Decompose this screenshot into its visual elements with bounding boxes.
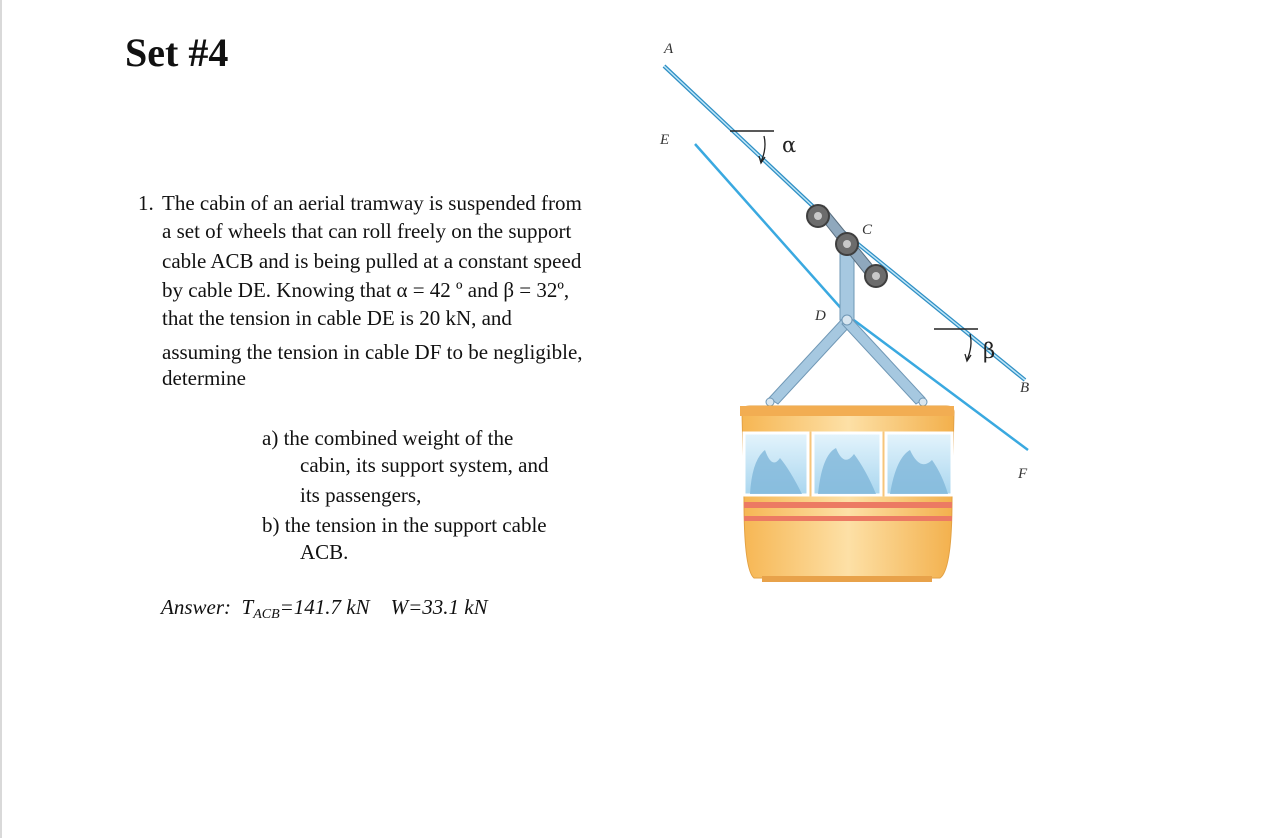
part-a-line: a) the combined weight of the <box>262 426 514 450</box>
part-a-line: cabin, its support system, and <box>300 453 549 477</box>
problem-line: assuming the tension in cable DF to be negligible, <box>162 340 583 364</box>
problem-line: that the tension in cable DE is 20 kN, and <box>162 306 512 330</box>
part-a-line: its passengers, <box>300 483 422 507</box>
problem-line: determine <box>162 366 246 390</box>
tram-cabin <box>740 406 954 582</box>
pull-cable-de-df <box>695 144 1028 450</box>
problem-number: 1. <box>138 191 154 215</box>
answer-tension-value: =141.7 kN <box>279 595 370 619</box>
label-f: F <box>1018 466 1028 482</box>
answer-prefix: Answer: <box>161 595 231 619</box>
answer-line <box>161 595 488 623</box>
problem-line: cable ACB and is being pulled at a constant speed <box>162 249 582 273</box>
answer-tension-symbol: T <box>241 595 254 619</box>
part-b-line: ACB. <box>300 540 349 564</box>
label-d: D <box>815 308 826 324</box>
problem-line: The cabin of an aerial tramway is suspended from <box>162 191 582 215</box>
label-e: E <box>660 132 670 148</box>
label-c: C <box>862 222 873 238</box>
part-b-line: b) the tension in the support cable <box>262 513 547 537</box>
support-cable-acb <box>664 66 1025 380</box>
answer-tension-subscript: ACB <box>253 607 280 622</box>
problem-line: by cable DE. Knowing that α = 42 º and β = 32º, <box>162 278 570 302</box>
page-left-border <box>0 0 2 838</box>
tramway-figure <box>640 30 1060 590</box>
answer-weight: W=33.1 kN <box>390 595 488 619</box>
problem-line: a set of wheels that can roll freely on the support <box>162 219 572 243</box>
label-a: A <box>664 41 674 57</box>
cabin-hanger <box>766 245 927 406</box>
label-alpha: α <box>782 133 797 157</box>
label-b: B <box>1020 380 1030 396</box>
page-title: Set #4 <box>125 30 229 75</box>
label-beta: β <box>983 339 996 363</box>
cabin-windows <box>744 433 952 495</box>
